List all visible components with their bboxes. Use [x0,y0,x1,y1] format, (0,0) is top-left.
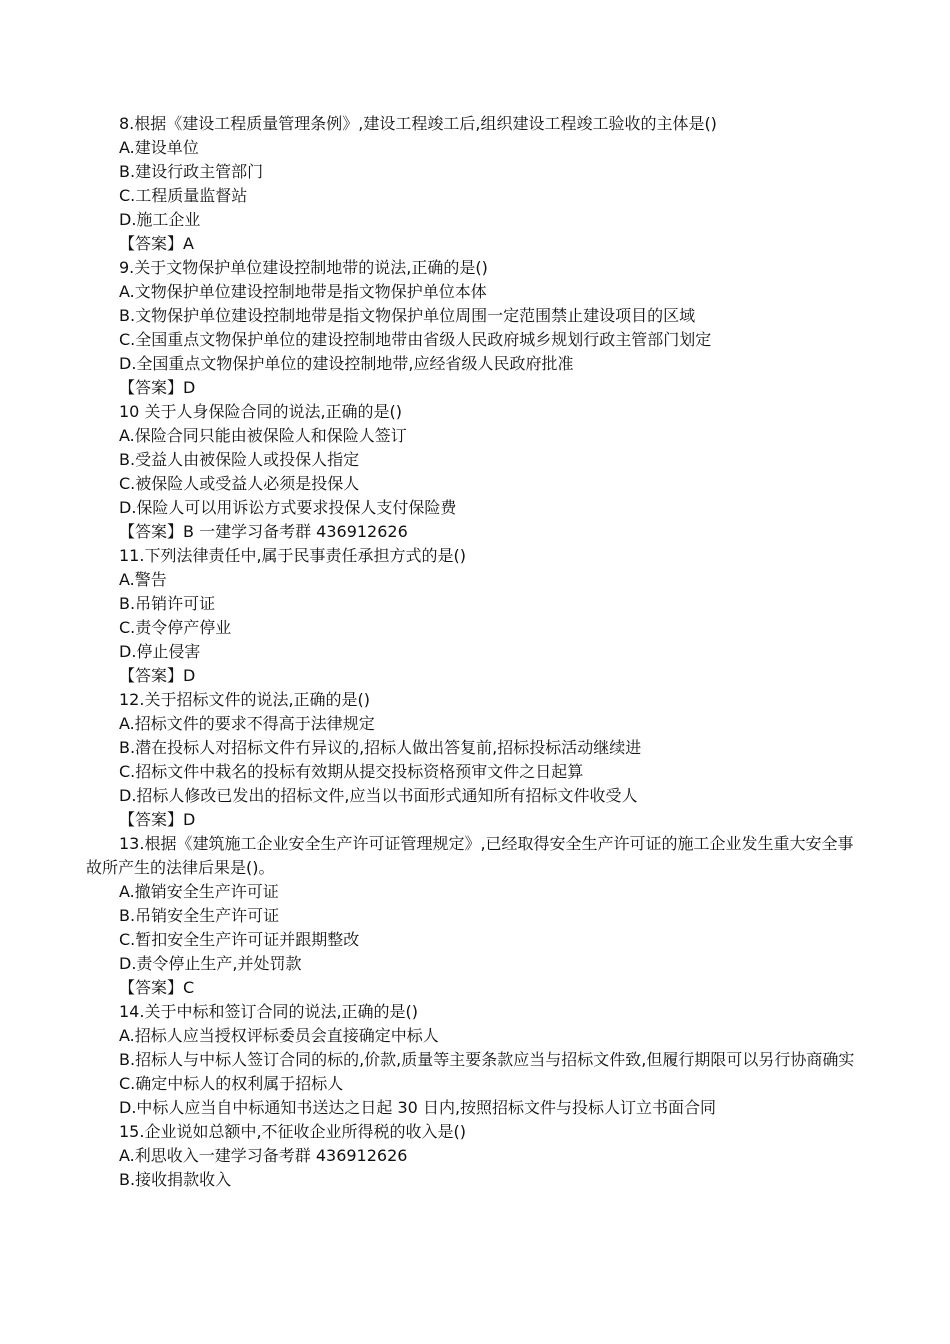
option-9b: B.文物保护单位建设控制地带是指文物保护单位周围一定范围禁止建设项目的区域 [119,306,696,325]
option-8b: B.建设行政主管部门 [119,162,264,181]
answer-9: 【答案】D [119,378,196,397]
option-15a: A.利思收入一建学习备考群 436912626 [119,1146,408,1165]
option-14d: D.中标人应当自中标通知书送达之日起 30 日内,按照招标文件与投标人订立书面合同 [119,1098,717,1117]
option-13d: D.责令停止生产,并处罚款 [119,954,302,973]
option-11d: D.停止侵害 [119,642,201,661]
option-13b: B.吊销安全生产许可证 [119,906,280,925]
option-12b: B.潜在投标人对招标文件冇异议的,招标人做出答复前,招标投标活动继续进 [119,738,642,757]
option-10c: C.被保险人或受益人必须是投保人 [119,474,360,493]
option-8c: C.工程质量监督站 [119,186,248,205]
question-12: 12.关于招标文件的说法,正确的是() [119,690,371,709]
option-8a: A.建设单位 [119,138,199,157]
option-10b: B.受益人由被保险人或投保人指定 [119,450,360,469]
option-8d: D.施工企业 [119,210,201,229]
option-13a: A.撤销安全生产许可证 [119,882,279,901]
option-14c: C.确定中标人的权利属于招标人 [119,1074,344,1093]
document-page [0,112,950,1192]
option-13c: C.暂扣安全生产许可证并跟期整改 [119,930,360,949]
option-9a: A.文物保护单位建设控制地带是指文物保护单位本体 [119,282,487,301]
option-14b: B.招标人与中标人签订合同的标的,价款,质量等主要条款应当与招标文件致,但履行期限可以另行协商确实 [119,1050,855,1069]
option-12a: A.招标文件的要求不得高于法律规定 [119,714,375,733]
option-10a: A.保险合同只能由被保险人和保险人签订 [119,426,407,445]
question-15: 15.企业说如总额中,不征收企业所得税的收入是() [119,1122,467,1141]
answer-10: 【答案】B 一建学习备考群 436912626 [119,522,408,541]
option-12d: D.招标人修改已发出的招标文件,应当以书面形式通知所有招标文件收受人 [119,786,638,805]
question-14: 14.关于中标和签订合同的说法,正确的是() [119,1002,419,1021]
option-12c: C.招标文件中栽名的投标有效期从提交投标资格预审文件之日起算 [119,762,584,781]
question-8: 8.根据《建设工程质量管理条例》,建设工程竣工后,组织建设工程竣工验收的主体是() [119,114,717,133]
option-11a: A.警告 [119,570,167,589]
answer-11: 【答案】D [119,666,196,685]
question-13: 13.根据《建筑施工企业安全生产许可证管理规定》,已经取得安全生产许可证的施工企业发生重大安全事故所产生的法律后果是()。 [86,834,854,877]
option-15b: B.接收捐款收入 [119,1170,232,1189]
question-11: 11.下列法律责任中,属于民事责任承担方式的是() [119,546,467,565]
answer-12: 【答案】D [119,810,196,829]
question-9: 9.关于文物保护单位建设控制地带的说法,正确的是() [119,258,488,277]
option-9d: D.全国重点文物保护单位的建设控制地带,应经省级人民政府批准 [119,354,574,373]
option-9c: C.全国重点文物保护单位的建设控制地带由省级人民政府城乡规划行政主管部门划定 [119,330,712,349]
option-11b: B.吊销许可证 [119,594,216,613]
option-10d: D.保险人可以用诉讼方式要求投保人支付保险费 [119,498,457,517]
option-11c: C.责令停产停业 [119,618,232,637]
answer-8: 【答案】A [119,234,194,253]
question-10: 10 关于人身保险合同的说法,正确的是() [119,402,403,421]
answer-13: 【答案】C [119,978,195,997]
option-14a: A.招标人应当授权评标委员会直接确定中标人 [119,1026,439,1045]
